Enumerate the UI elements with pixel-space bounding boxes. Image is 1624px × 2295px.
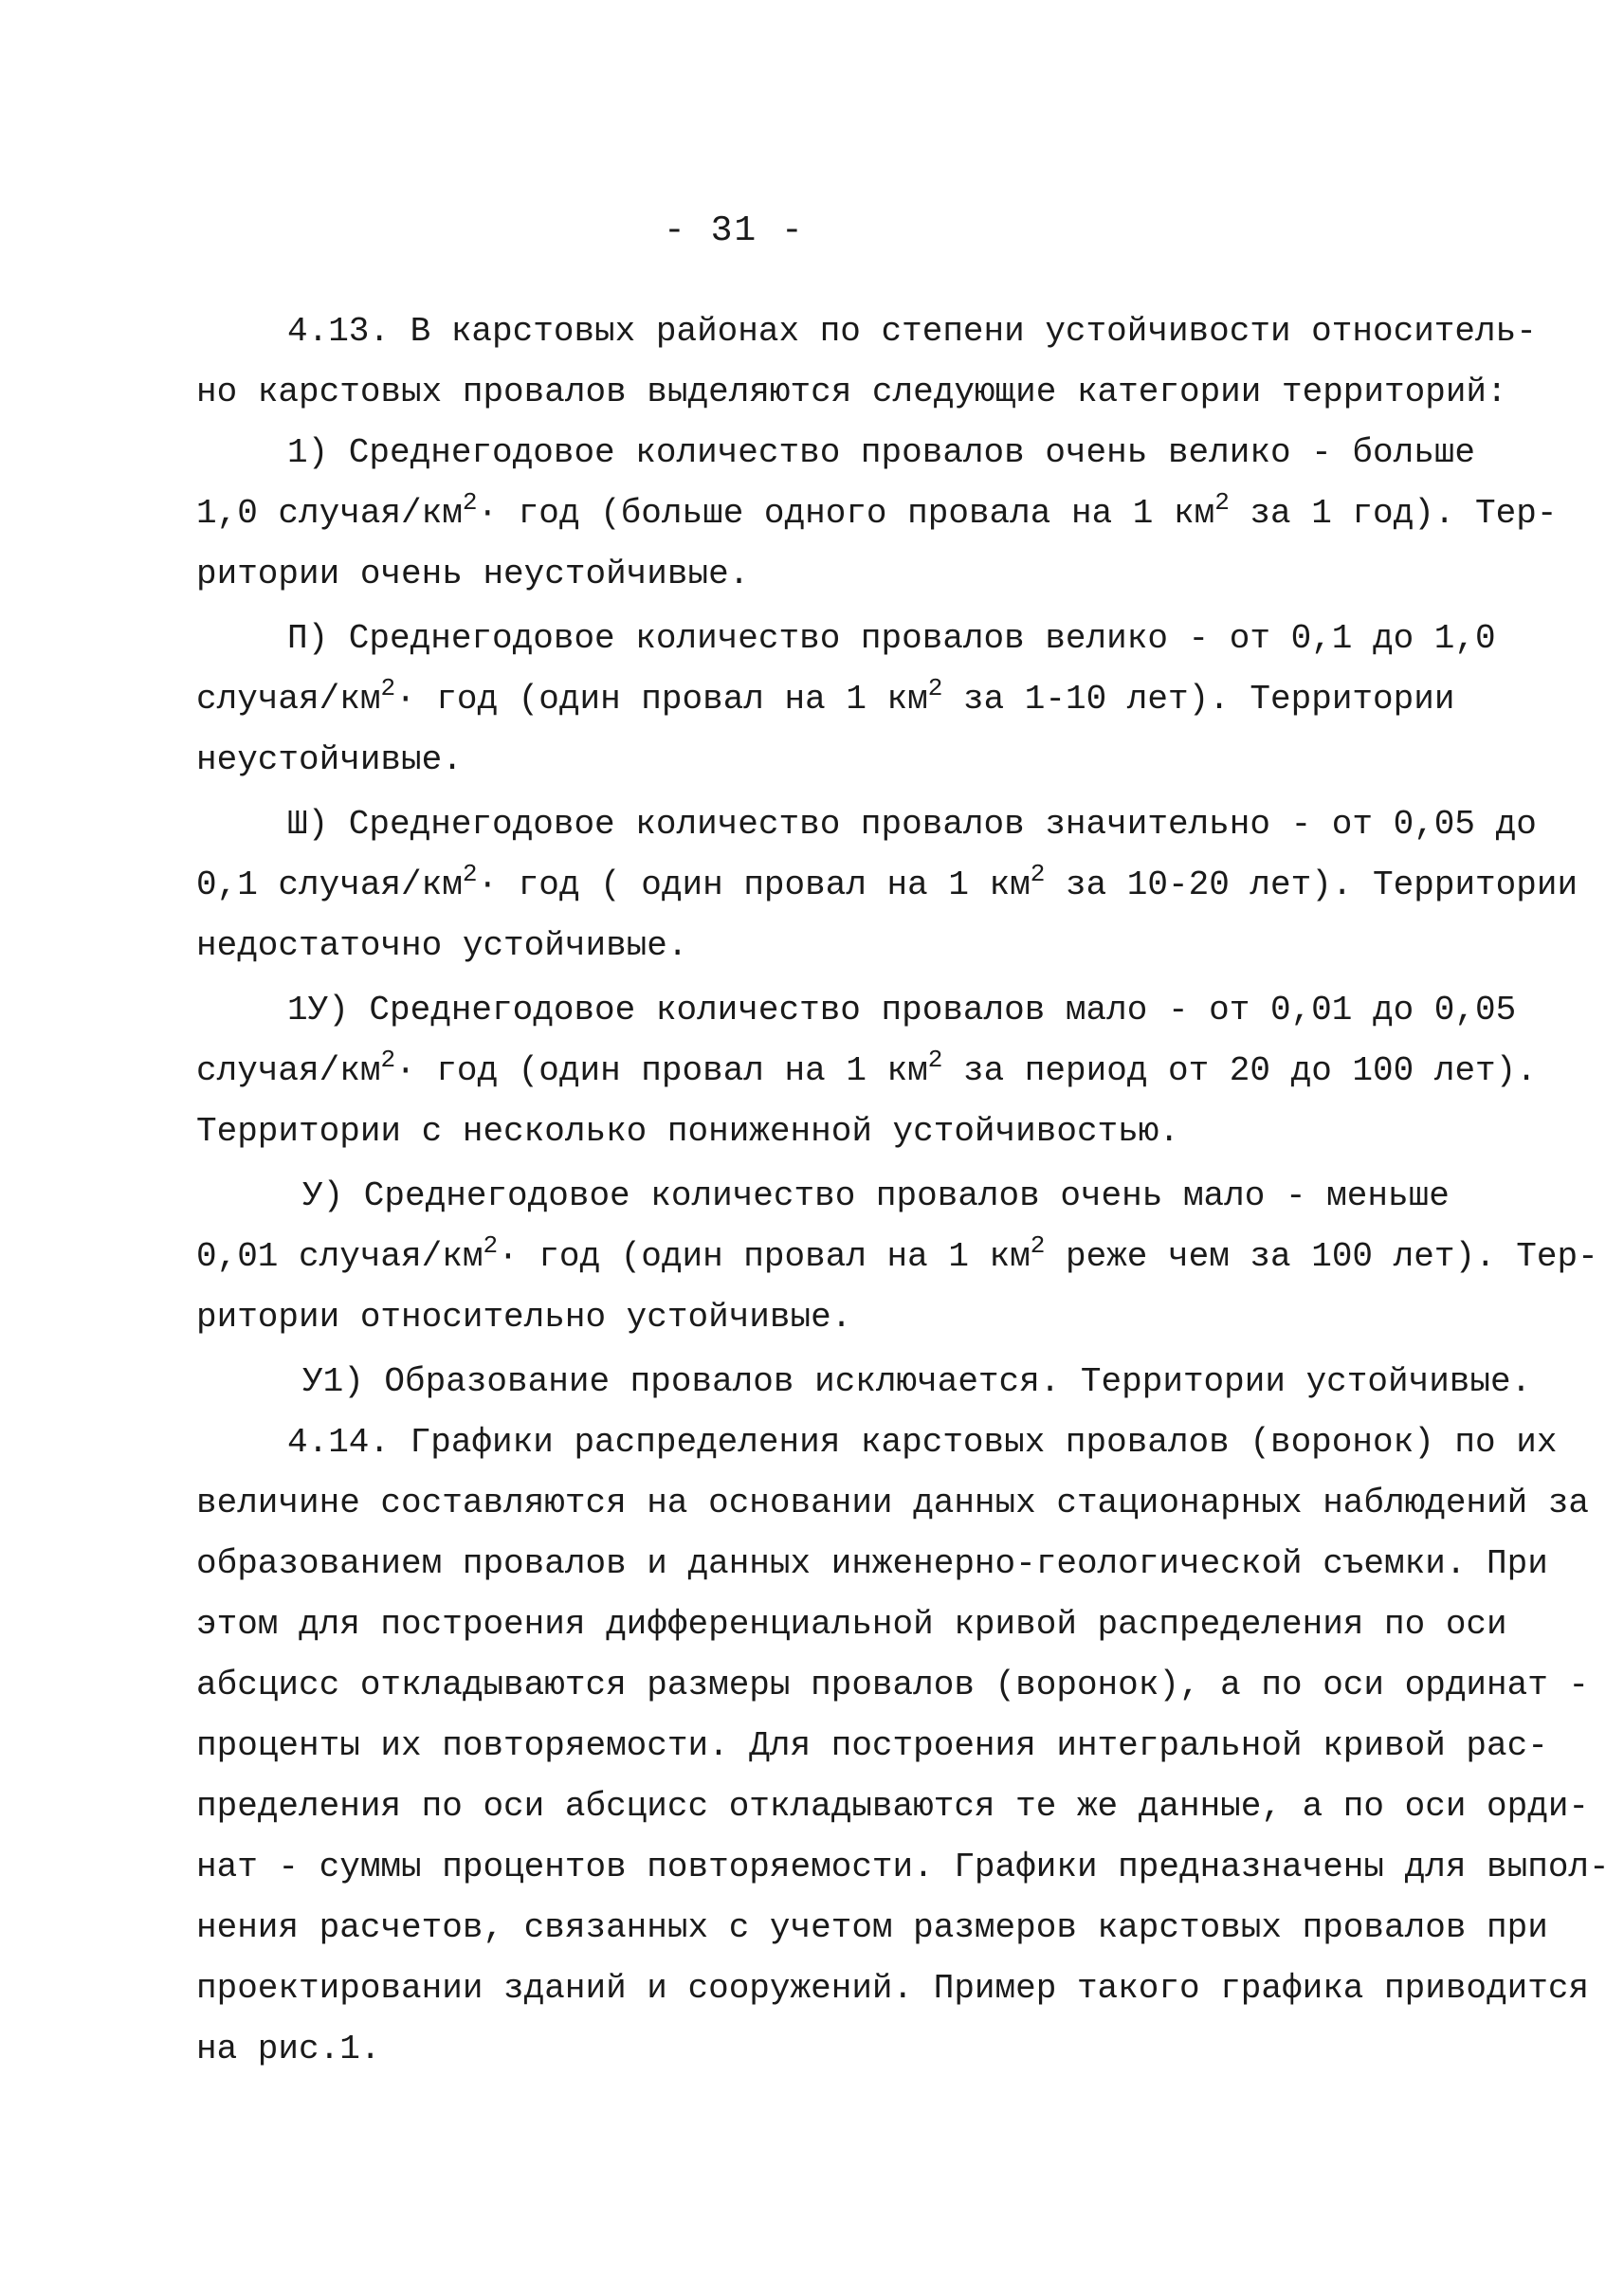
text-line: проектировании зданий и сооружений. Пример такого графика приводится bbox=[196, 1969, 1590, 2008]
text-line: случая/$км^2\cdot$ год (один провал на 1 $км^2$ за 1-10 лет). Территории bbox=[196, 674, 1455, 719]
text-line: этом для построения дифференциальной кривой распределения по оси bbox=[196, 1605, 1507, 1644]
text-line: ритории относительно устойчивые. bbox=[196, 1298, 852, 1337]
text-line: абсцисс откладываются размеры провалов (воронок), а по оси ординат - bbox=[196, 1666, 1590, 1704]
text-line: 1,0 случая/$км^2\cdot$ год (больше одного провала на 1 $км^2$ за 1 год). Тер- bbox=[196, 488, 1558, 533]
text-line: 0,01 случая/$км^2\cdot$ год (один провал на 1 $км^2$ реже чем за 100 лет). Тер- bbox=[196, 1231, 1598, 1276]
text-line: 1) Среднегодовое количество провалов очень велико - больше bbox=[287, 433, 1476, 472]
text-line: Территории с несколько пониженной устойчивостью. bbox=[196, 1112, 1179, 1151]
text-line: проценты их повторяемости. Для построения интегральной кривой рас- bbox=[196, 1726, 1548, 1765]
body-text bbox=[196, 301, 1610, 2080]
text-line: 0,1 случая/$км^2\cdot$ год ( один провал на 1 $км^2$ за 10-20 лет). Территории bbox=[196, 860, 1578, 904]
text-line: нения расчетов, связанных с учетом размеров карстовых провалов при bbox=[196, 1908, 1548, 1947]
text-line: случая/$км^2\cdot$ год (один провал на 1 $км^2$ за период от 20 до 100 лет). bbox=[196, 1046, 1537, 1090]
page-number: - 31 - bbox=[664, 210, 805, 251]
text-line: образованием провалов и данных инженерно-геологической съемки. При bbox=[196, 1544, 1548, 1583]
text-line: ритории очень неустойчивые. bbox=[196, 555, 750, 593]
text-line: нат - суммы процентов повторяемости. Графики предназначены для выпол- bbox=[196, 1848, 1610, 1886]
text-line: П) Среднегодовое количество провалов велико - от 0,1 до 1,0 bbox=[287, 619, 1496, 658]
text-line: неустойчивые. bbox=[196, 740, 463, 779]
text-line: Ш) Среднегодовое количество провалов значительно - от 0,05 до bbox=[287, 805, 1537, 844]
text-line: 4.13. В карстовых районах по степени устойчивости относитель- bbox=[287, 312, 1537, 351]
text-line: на рис.1. bbox=[196, 2030, 381, 2068]
text-line: 1У) Среднегодовое количество провалов мало - от 0,01 до 0,05 bbox=[287, 991, 1517, 1029]
text-line: но карстовых провалов выделяются следующие категории территорий: bbox=[196, 373, 1507, 411]
text-line: У) Среднегодовое количество провалов очень мало - меньше bbox=[302, 1176, 1450, 1215]
text-line: 4.14. Графики распределения карстовых провалов (воронок) по их bbox=[287, 1423, 1558, 1462]
text-line: недостаточно устойчивые. bbox=[196, 926, 688, 965]
text-line: У1) Образование провалов исключается. Территории устойчивые. bbox=[302, 1362, 1532, 1401]
text-line: величине составляются на основании данных стационарных наблюдений за bbox=[196, 1484, 1590, 1522]
text-line: пределения по оси абсцисс откладываются те же данные, а по оси орди- bbox=[196, 1787, 1590, 1826]
